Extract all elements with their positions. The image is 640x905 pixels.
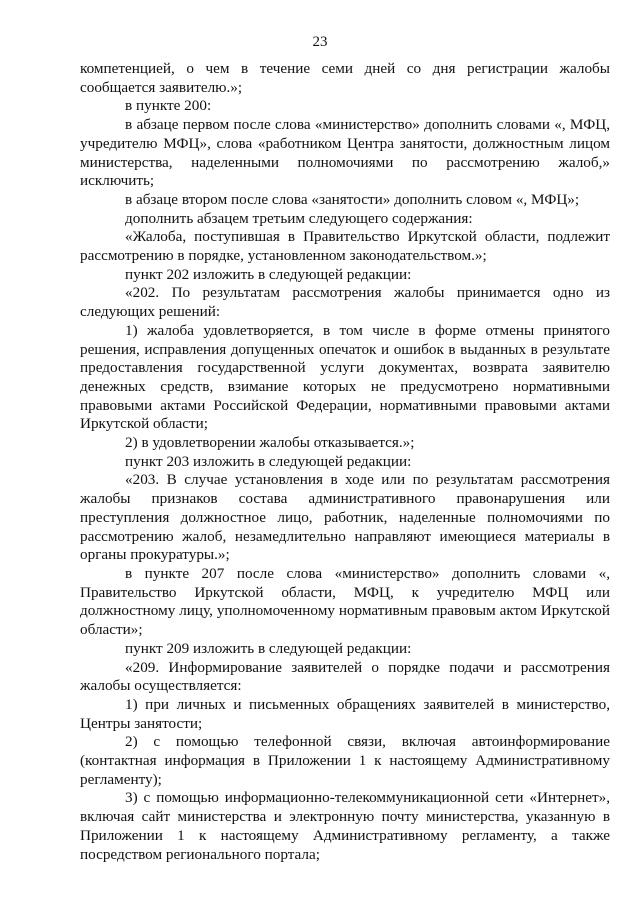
paragraph-10: 2) в удовлетворении жалобы отказывается.»; xyxy=(125,434,415,452)
paragraph-9: 1) жалоба удовлетворяется, в том числе в форме отмены принятого решения, исправления допущенных опечаток и ошибок в выданных в результате предоставления государственной услуги документах, возврата заявителю денежных средств, взимание которых не предусмотрено нормативными правовыми актами Российской Федерации, нормативными правовыми актами Иркутской области; xyxy=(80,321,610,433)
paragraph-3: в абзаце первом после слова «министерство» дополнить словами «, МФЦ, учредителю МФЦ», слова «работником Центра занятости, должностным лицом министерства, наделенными полномочиями по рассмотрению жалоб,» исключить; xyxy=(80,116,610,190)
paragraph-12: «203. В случае установления в ходе или по результатам рассмотрения жалобы признаков состава административного правонарушения или преступления должностное лицо, работник, наделенные полномочиями по рассмотрению жалоб, незамедлительно направляют имеющиеся материалы в органы прокуратуры.»; xyxy=(80,471,610,564)
paragraph-14: пункт 209 изложить в следующей редакции: xyxy=(125,639,412,657)
paragraph-5: дополнить абзацем третьим следующего содержания: xyxy=(125,209,473,227)
paragraph-13: в пункте 207 после слова «министерство» дополнить словами «, Правительство Иркутской области, МФЦ, к учредителю МФЦ или должностному лицу, уполномоченному нормативным правовым актом Иркутской области»; xyxy=(80,564,610,639)
paragraph-8: «202. По результатам рассмотрения жалобы принимается одно из следующих решений: xyxy=(80,284,610,321)
paragraph-4: в абзаце втором после слова «занятости» дополнить словом «, МФЦ»; xyxy=(125,190,580,208)
paragraph-17: 2) с помощью телефонной связи, включая автоинформирование (контактная информация в Приложении 1 к настоящему Административному регламенту); xyxy=(80,733,610,788)
paragraph-15: «209. Информирование заявителей о порядке подачи и рассмотрения жалобы осуществляется: xyxy=(80,658,610,695)
paragraph-7: пункт 202 изложить в следующей редакции: xyxy=(125,265,412,283)
paragraph-2: в пункте 200: xyxy=(125,97,212,115)
paragraph-16: 1) при личных и письменных обращениях заявителей в министерство, Центры занятости; xyxy=(80,695,610,732)
paragraph-11: пункт 203 изложить в следующей редакции: xyxy=(125,452,412,470)
document-body xyxy=(80,60,610,864)
paragraph-6: «Жалоба, поступившая в Правительство Иркутской области, подлежит рассмотрению в порядке, установленном законодательством.»; xyxy=(80,228,610,265)
paragraph-1: компетенцией, о чем в течение семи дней со дня регистрации жалобы сообщается заявителю.»; xyxy=(80,60,610,96)
page-number: 23 xyxy=(312,34,328,50)
paragraph-18: 3) с помощью информационно-телекоммуникационной сети «Интернет», включая сайт министерства и электронную почту министерства, указанную в Приложении 1 к настоящему Административному регламенту, а также посредством регионального портала; xyxy=(80,789,610,863)
